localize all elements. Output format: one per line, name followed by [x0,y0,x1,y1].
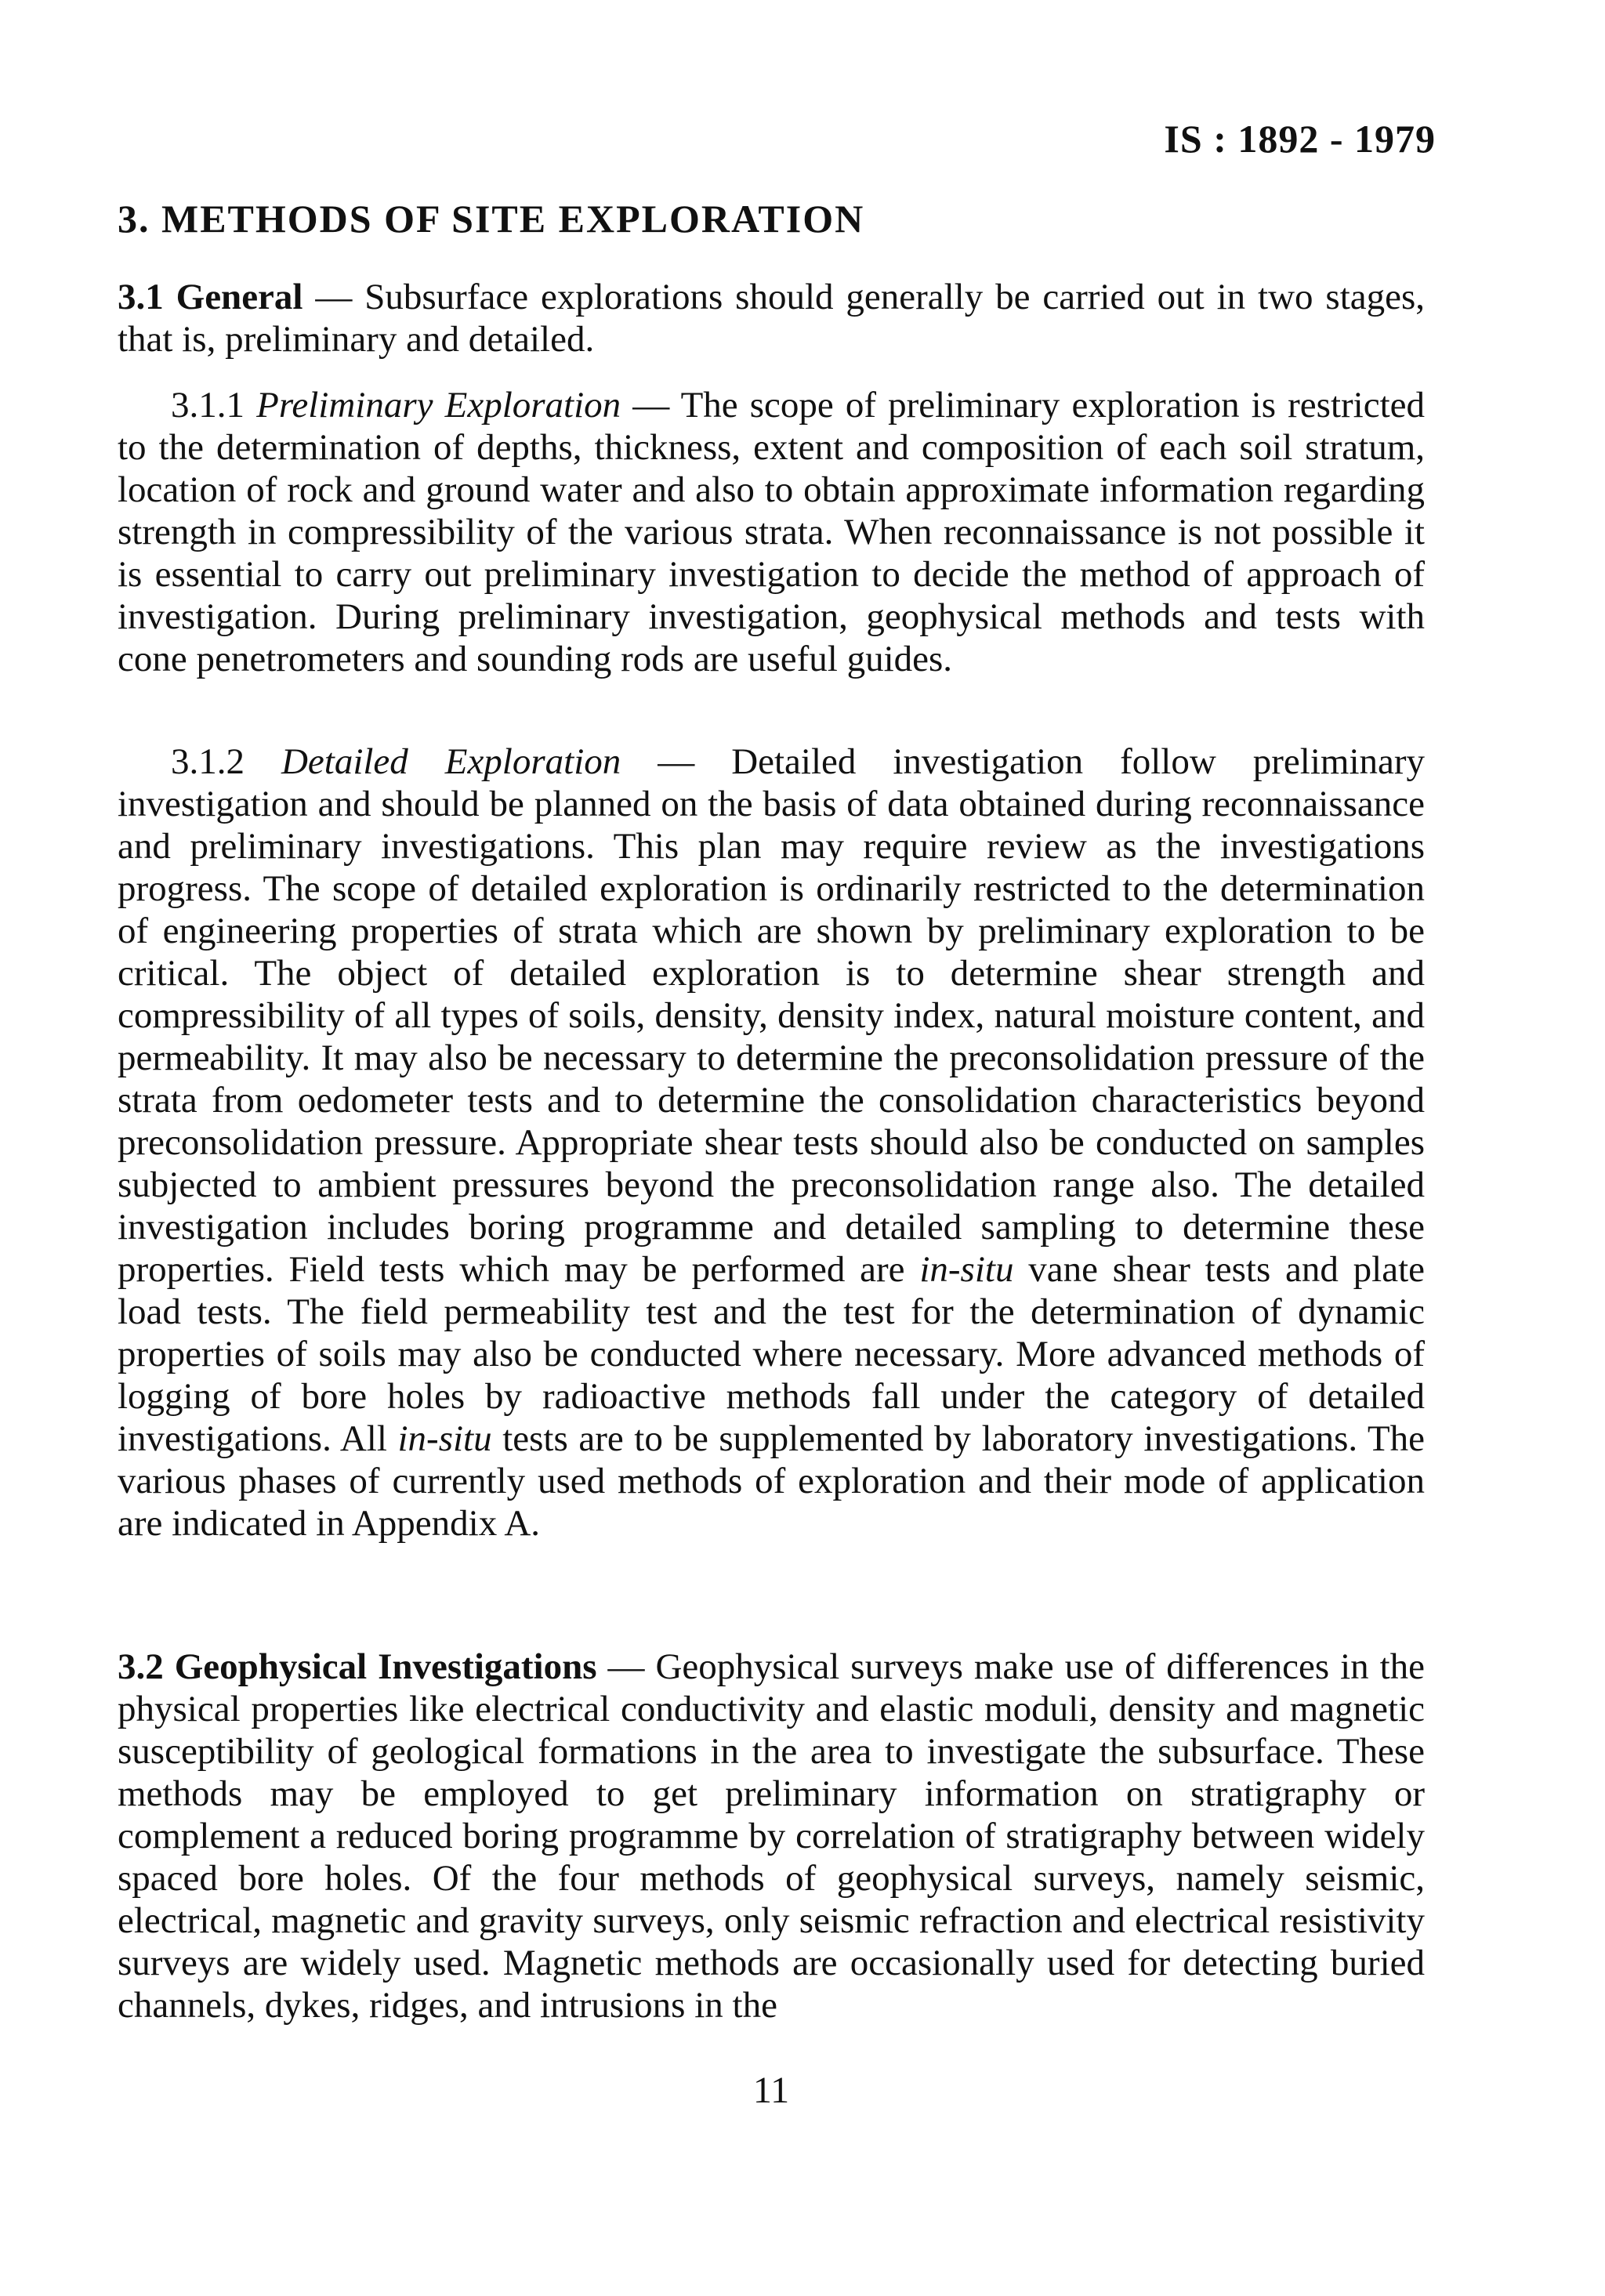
clause-dash: — [303,277,365,317]
section-heading: 3. METHODS OF SITE EXPLORATION [118,197,865,241]
clause-title: Preliminary Exploration [256,385,621,426]
clause-number: 3.1.1 [171,385,245,426]
clause-text-part-3: tests are to be supplemented by laboratory investigations. The various phases of currently used methods of exploration and their mode of application are indicated in Appendix A. [118,1418,1425,1544]
clause-text: The scope of preliminary exploration is restricted to the determination of depths, thickness, extent and composition of each soil stratum, location of rock and ground water and also to obtain approximate information regarding strength in compressibility of the various strata. When reconnaissance is not possible it is essential to carry out preliminary investigation to decide the method of approach of investigation. During preliminary investigation, geophysical methods and tests with cone penetrometers and sounding rods are useful guides. [118,385,1426,679]
clause-number: 3.1.2 [171,741,245,782]
paragraph-detailed-exploration [118,741,1425,1545]
clause-title: General [176,277,303,317]
clause-dash: — [621,741,732,782]
page-number: 11 [752,2070,790,2111]
clause-title: Geophysical Investigations [174,1646,597,1687]
clause-title: Detailed Exploration [281,741,621,782]
clause-dash: — [621,385,681,426]
standard-code: IS : 1892 - 1979 [1164,117,1436,161]
clause-number: 3.2 [118,1646,164,1687]
in-situ-term: in-situ [397,1418,492,1459]
in-situ-term: in-situ [919,1249,1014,1290]
clause-text-part-1: Detailed investigation follow preliminary investigation and should be planned on the basis of data obtained during reconnaissance and preliminary investigations. This plan may require review as the investigations progress. The scope of detailed exploration is ordinarily restricted to the determination of engineering properties of strata which are shown by preliminary exploration to be critical. The object of detailed exploration is to determine shear strength and compressibility of all types of soils, density, density index, natural moisture content, and permeability. It may also be necessary to determine the preconsolidation pressure of the strata from oedometer tests and to determine the consolidation characteristics beyond preconsolidation pressure. Appropriate shear tests should also be conducted on samples subjected to ambient pressures beyond the preconsolidation range also. The detailed investigation includes boring programme and detailed sampling to determine these properties. Field tests which may be performed are [118,741,1426,1290]
paragraph-preliminary-exploration [118,384,1425,680]
clause-text: Subsurface explorations should generally be carried out in two stages, that is, preliminary and detailed. [118,277,1426,360]
clause-dash: — [596,1646,656,1687]
clause-text: Geophysical surveys make use of differences in the physical properties like electrical conductivity and elastic moduli, density and magnetic susceptibility of geological formations in the area to investigate the subsurface. These methods may be employed to get preliminary information on stratigraphy or complement a reduced boring programme by correlation of stratigraphy between widely spaced bore holes. Of the four methods of geophysical surveys, namely seismic, electrical, magnetic and gravity surveys, only seismic refraction and electrical resistivity surveys are widely used. Magnetic methods are occasionally used for detecting buried channels, dykes, ridges, and intrusions in the [118,1646,1426,2026]
paragraph-general [118,276,1425,360]
clause-text-part-2: vane shear tests and plate load tests. The field permeability test and the test for the determination of dynamic properties of soils may also be conducted where necessary. More advanced methods of logging of bore holes by radioactive methods fall under the category of detailed investigations. All [118,1249,1425,1459]
paragraph-geophysical-investigations [118,1646,1425,2026]
clause-number: 3.1 [118,277,164,317]
